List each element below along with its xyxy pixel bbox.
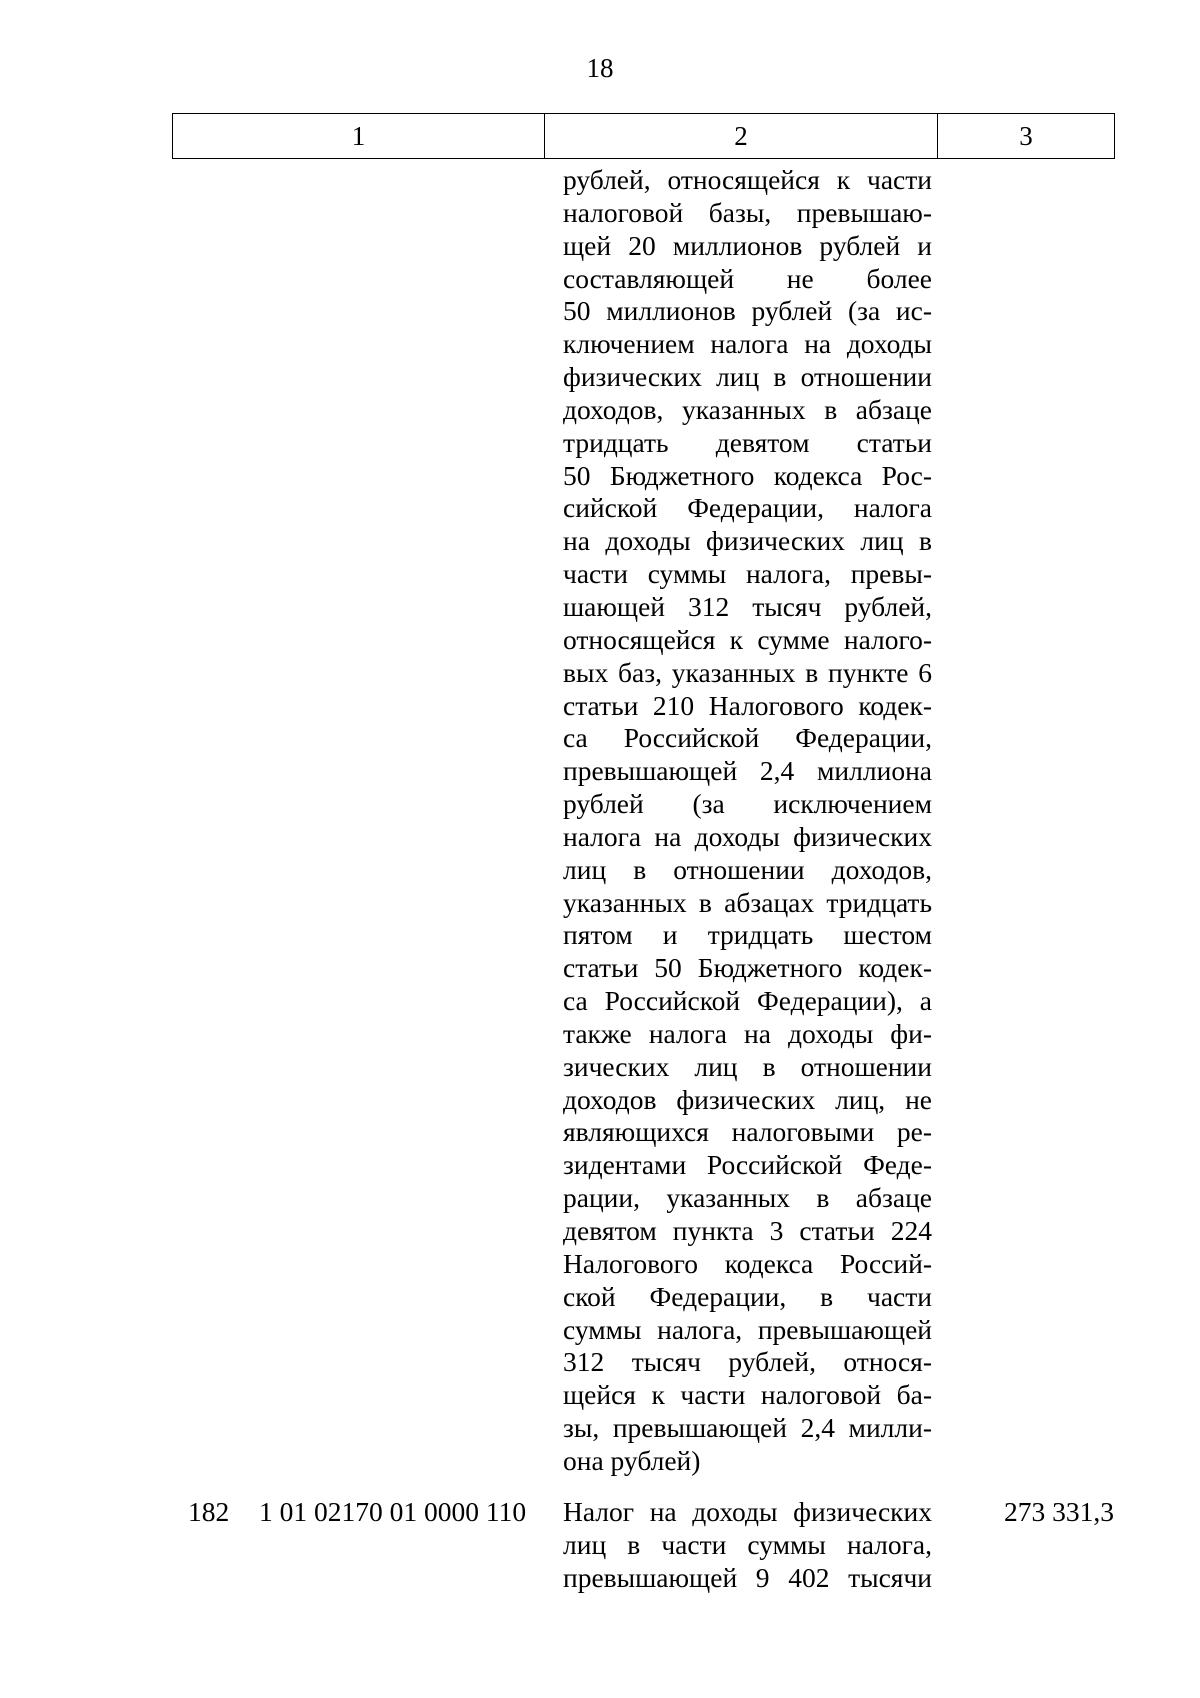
text-line: щей 20 миллионов рублей и: [563, 229, 932, 261]
text-line: статьи 50 Бюджетного кодек-: [563, 952, 932, 984]
amount: 273 331,3: [1004, 1496, 1114, 1527]
text-line: 50 Бюджетного кодекса Рос-: [563, 459, 932, 491]
page-number: 18: [586, 53, 614, 83]
text-line: девятом пункта 3 статьи 224: [563, 1215, 932, 1246]
text-line: тридцать девятом статьи: [563, 426, 932, 458]
text-line: доходов, указанных в абзаце: [563, 393, 932, 425]
text-line: налога на доходы физических: [563, 820, 932, 852]
text-line: рублей (за исключением: [563, 788, 932, 820]
text-line: лиц в части суммы налога,: [563, 1528, 932, 1560]
text-line: лиц в отношении доходов,: [563, 853, 932, 885]
text-line: статьи 210 Налогового кодек-: [563, 689, 932, 721]
text-line: части суммы налога, превы-: [563, 558, 932, 590]
kbk-code: 1 01 02170 01 0000 110: [259, 1496, 527, 1527]
text-line: пятом и тридцать шестом: [563, 919, 932, 951]
row-description: [563, 1496, 932, 1595]
text-line: составляющей не более: [563, 262, 932, 294]
text-line: ской Федерации, в части: [563, 1280, 932, 1312]
text-line: рации, указанных в абзаце: [563, 1182, 932, 1214]
text-line: ключением налога на доходы: [563, 328, 932, 360]
text-line: рублей, относящейся к части: [563, 164, 932, 195]
text-line: сийской Федерации, налога: [563, 492, 932, 524]
admin-code: 182: [188, 1496, 230, 1527]
text-line: указанных в абзацах тридцать: [563, 886, 932, 918]
text-line: 312 тысяч рублей, относя-: [563, 1346, 932, 1378]
column-header-2: 2: [545, 114, 938, 158]
text-line: являющихся налоговыми ре-: [563, 1116, 932, 1148]
text-line: щейся к части налоговой ба-: [563, 1379, 932, 1411]
text-line: Налогового кодекса Россий-: [563, 1247, 932, 1279]
text-line: доходов физических лиц, не: [563, 1083, 932, 1115]
text-line: суммы налога, превышающей: [563, 1313, 932, 1345]
text-line: относящейся к сумме налого-: [563, 623, 932, 655]
continued-description: [563, 164, 932, 1478]
text-line: на доходы физических лиц в: [563, 525, 932, 557]
text-line: 50 миллионов рублей (за ис-: [563, 295, 932, 327]
text-line: шающей 312 тысяч рублей,: [563, 590, 932, 622]
text-line: са Российской Федерации), а: [563, 985, 932, 1017]
text-line: превышающей 9 402 тысячи: [563, 1561, 932, 1593]
text-line: зидентами Российской Феде-: [563, 1149, 932, 1181]
table-header: [172, 113, 1115, 159]
text-line: зы, превышающей 2,4 милли-: [563, 1412, 932, 1444]
text-line: Налог на доходы физических: [563, 1496, 932, 1527]
text-line: зических лиц в отношении: [563, 1050, 932, 1082]
column-header-3: 3: [1019, 120, 1033, 151]
text-line: превышающей 2,4 миллиона: [563, 755, 932, 787]
text-line: са Российской Федерации,: [563, 722, 932, 754]
text-line: физических лиц в отношении: [563, 361, 932, 393]
column-header-1: 1: [173, 114, 545, 158]
text-line: налоговой базы, превышаю-: [563, 196, 932, 228]
text-line: также налога на доходы фи-: [563, 1017, 932, 1049]
text-line: она рублей): [563, 1444, 701, 1476]
text-line: вых баз, указанных в пункте 6: [563, 656, 932, 688]
